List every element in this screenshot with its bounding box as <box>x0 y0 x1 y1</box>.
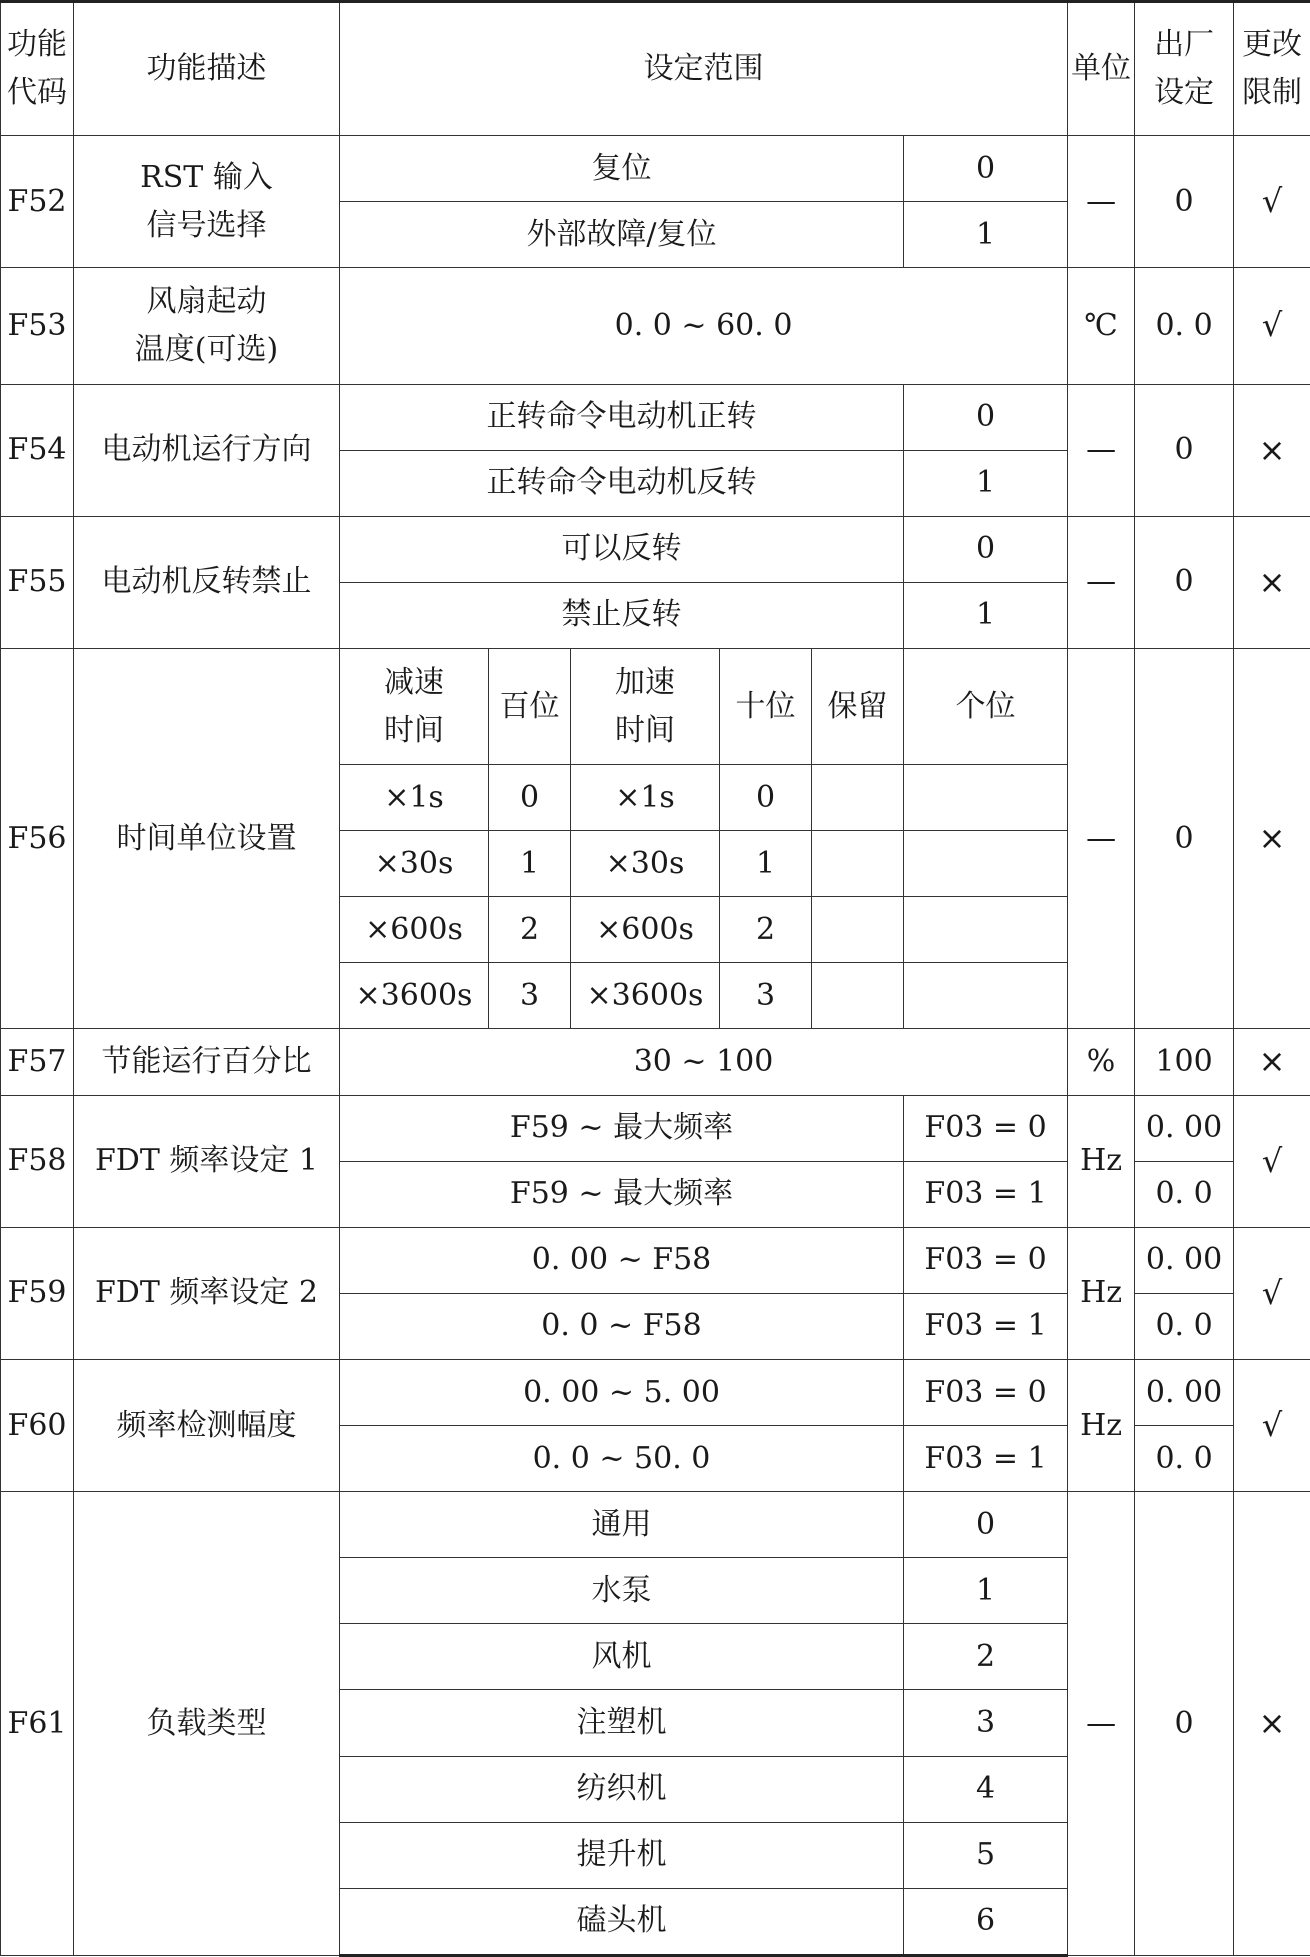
f55-option-label: 禁止反转 <box>340 582 904 648</box>
f55-factory: 0 <box>1135 516 1234 648</box>
f61-option-label: 风机 <box>340 1624 904 1690</box>
f61-option-label: 纺织机 <box>340 1756 904 1822</box>
f60-option-label: 0. 0 ~ 50. 0 <box>340 1426 904 1492</box>
f56-reserved <box>812 963 904 1029</box>
f60-code: F60 <box>1 1359 74 1491</box>
f53-unit: ℃ <box>1068 268 1135 384</box>
f56-decel: ×600s <box>340 897 489 963</box>
f59-option-label: 0. 0 ~ F58 <box>340 1293 904 1359</box>
f56-decel: ×1s <box>340 765 489 831</box>
f53-factory: 0. 0 <box>1135 268 1234 384</box>
f53-description: 风扇起动 温度(可选) <box>74 268 340 384</box>
f56-head-tens: 十位 <box>720 648 812 764</box>
f61-option-value: 6 <box>904 1888 1068 1955</box>
f53-change: √ <box>1234 268 1310 384</box>
f56-accel: ×30s <box>571 831 720 897</box>
f56-decel: ×30s <box>340 831 489 897</box>
f59-factory: 0. 00 <box>1135 1227 1234 1293</box>
f54-option-label: 正转命令电动机正转 <box>340 384 904 450</box>
table-row <box>1 1227 1310 1293</box>
header-factory-setting: 出厂 设定 <box>1135 2 1234 136</box>
f56-head-accel: 加速 时间 <box>571 648 720 764</box>
f55-unit: — <box>1068 516 1135 648</box>
f52-option-label: 外部故障/复位 <box>340 202 904 268</box>
f58-change: √ <box>1234 1095 1310 1227</box>
f56-tens: 0 <box>720 765 812 831</box>
f54-code: F54 <box>1 384 74 516</box>
f56-factory: 0 <box>1135 648 1234 1029</box>
f61-unit: — <box>1068 1492 1135 1956</box>
f56-unit: — <box>1068 648 1135 1029</box>
f52-change: √ <box>1234 136 1310 268</box>
f58-code: F58 <box>1 1095 74 1227</box>
f59-option-label: 0. 00 ~ F58 <box>340 1227 904 1293</box>
f61-change: × <box>1234 1492 1310 1956</box>
f61-option-value: 3 <box>904 1690 1068 1756</box>
header-code: 功能 代码 <box>1 2 74 136</box>
f60-option-condition: F03 = 0 <box>904 1359 1068 1425</box>
f61-option-label: 通用 <box>340 1492 904 1558</box>
f61-option-value: 0 <box>904 1492 1068 1558</box>
f54-option-value: 1 <box>904 450 1068 516</box>
f56-tens: 2 <box>720 897 812 963</box>
f58-unit: Hz <box>1068 1095 1135 1227</box>
f53-code: F53 <box>1 268 74 384</box>
table-row <box>1 1359 1310 1425</box>
f60-unit: Hz <box>1068 1359 1135 1491</box>
f57-description: 节能运行百分比 <box>74 1029 340 1095</box>
f55-option-label: 可以反转 <box>340 516 904 582</box>
f60-change: √ <box>1234 1359 1310 1491</box>
f59-description: FDT 频率设定 2 <box>74 1227 340 1359</box>
table-row <box>1 1492 1310 1558</box>
f61-option-label: 水泵 <box>340 1558 904 1624</box>
f56-accel: ×600s <box>571 897 720 963</box>
f52-factory: 0 <box>1135 136 1234 268</box>
f56-ones <box>904 963 1068 1029</box>
f57-range: 30 ~ 100 <box>340 1029 1068 1095</box>
f56-head-reserved: 保留 <box>812 648 904 764</box>
f58-option-condition: F03 = 0 <box>904 1095 1068 1161</box>
f56-head-ones: 个位 <box>904 648 1068 764</box>
f56-reserved <box>812 897 904 963</box>
f58-factory: 0. 00 <box>1135 1095 1234 1161</box>
f59-change: √ <box>1234 1227 1310 1359</box>
f56-tens: 1 <box>720 831 812 897</box>
f60-description: 频率检测幅度 <box>74 1359 340 1491</box>
f56-head-hundreds: 百位 <box>489 648 571 764</box>
f59-option-condition: F03 = 1 <box>904 1293 1068 1359</box>
f54-unit: — <box>1068 384 1135 516</box>
f55-code: F55 <box>1 516 74 648</box>
f59-unit: Hz <box>1068 1227 1135 1359</box>
f61-option-value: 2 <box>904 1624 1068 1690</box>
f57-code: F57 <box>1 1029 74 1095</box>
table-row <box>1 1029 1310 1095</box>
f56-reserved <box>812 765 904 831</box>
f59-code: F59 <box>1 1227 74 1359</box>
f56-hundreds: 0 <box>489 765 571 831</box>
f58-description: FDT 频率设定 1 <box>74 1095 340 1227</box>
f54-option-label: 正转命令电动机反转 <box>340 450 904 516</box>
header-unit: 单位 <box>1068 2 1135 136</box>
table-row <box>1 648 1310 764</box>
f57-unit: % <box>1068 1029 1135 1095</box>
f52-option-value: 0 <box>904 136 1068 202</box>
f60-factory: 0. 00 <box>1135 1359 1234 1425</box>
f58-option-label: F59 ~ 最大频率 <box>340 1161 904 1227</box>
f56-tens: 3 <box>720 963 812 1029</box>
f59-factory: 0. 0 <box>1135 1293 1234 1359</box>
table-row <box>1 1095 1310 1161</box>
header-row <box>1 2 1310 136</box>
table-row <box>1 516 1310 582</box>
f54-change: × <box>1234 384 1310 516</box>
f56-description: 时间单位设置 <box>74 648 340 1029</box>
f61-option-label: 磕头机 <box>340 1888 904 1955</box>
f58-option-condition: F03 = 1 <box>904 1161 1068 1227</box>
f57-change: × <box>1234 1029 1310 1095</box>
f60-option-label: 0. 00 ~ 5. 00 <box>340 1359 904 1425</box>
f55-option-value: 0 <box>904 516 1068 582</box>
f56-change: × <box>1234 648 1310 1029</box>
f56-reserved <box>812 831 904 897</box>
f52-description: RST 输入 信号选择 <box>74 136 340 268</box>
f53-range: 0. 0 ~ 60. 0 <box>340 268 1068 384</box>
f54-option-value: 0 <box>904 384 1068 450</box>
f56-decel: ×3600s <box>340 963 489 1029</box>
f61-option-value: 4 <box>904 1756 1068 1822</box>
f61-factory: 0 <box>1135 1492 1234 1956</box>
f56-code: F56 <box>1 648 74 1029</box>
f55-option-value: 1 <box>904 582 1068 648</box>
table-row <box>1 384 1310 450</box>
f61-description: 负载类型 <box>74 1492 340 1956</box>
f61-option-label: 提升机 <box>340 1822 904 1888</box>
f61-option-value: 5 <box>904 1822 1068 1888</box>
f56-hundreds: 2 <box>489 897 571 963</box>
f56-hundreds: 3 <box>489 963 571 1029</box>
f56-ones <box>904 765 1068 831</box>
table-row <box>1 268 1310 384</box>
f52-option-value: 1 <box>904 202 1068 268</box>
f56-head-decel: 减速 时间 <box>340 648 489 764</box>
f54-description: 电动机运行方向 <box>74 384 340 516</box>
header-range: 设定范围 <box>340 2 1068 136</box>
f55-change: × <box>1234 516 1310 648</box>
f52-code: F52 <box>1 136 74 268</box>
f56-accel: ×3600s <box>571 963 720 1029</box>
header-change-limit: 更改 限制 <box>1234 2 1310 136</box>
f56-accel: ×1s <box>571 765 720 831</box>
f61-code: F61 <box>1 1492 74 1956</box>
header-description: 功能描述 <box>74 2 340 136</box>
f54-factory: 0 <box>1135 384 1234 516</box>
f60-factory: 0. 0 <box>1135 1426 1234 1492</box>
f52-unit: — <box>1068 136 1135 268</box>
f55-description: 电动机反转禁止 <box>74 516 340 648</box>
f59-option-condition: F03 = 0 <box>904 1227 1068 1293</box>
f61-option-value: 1 <box>904 1558 1068 1624</box>
f60-option-condition: F03 = 1 <box>904 1426 1068 1492</box>
f56-hundreds: 1 <box>489 831 571 897</box>
f58-factory: 0. 0 <box>1135 1161 1234 1227</box>
f57-factory: 100 <box>1135 1029 1234 1095</box>
f61-option-label: 注塑机 <box>340 1690 904 1756</box>
table-row <box>1 136 1310 202</box>
f56-ones <box>904 831 1068 897</box>
f56-ones <box>904 897 1068 963</box>
f58-option-label: F59 ~ 最大频率 <box>340 1095 904 1161</box>
f52-option-label: 复位 <box>340 136 904 202</box>
